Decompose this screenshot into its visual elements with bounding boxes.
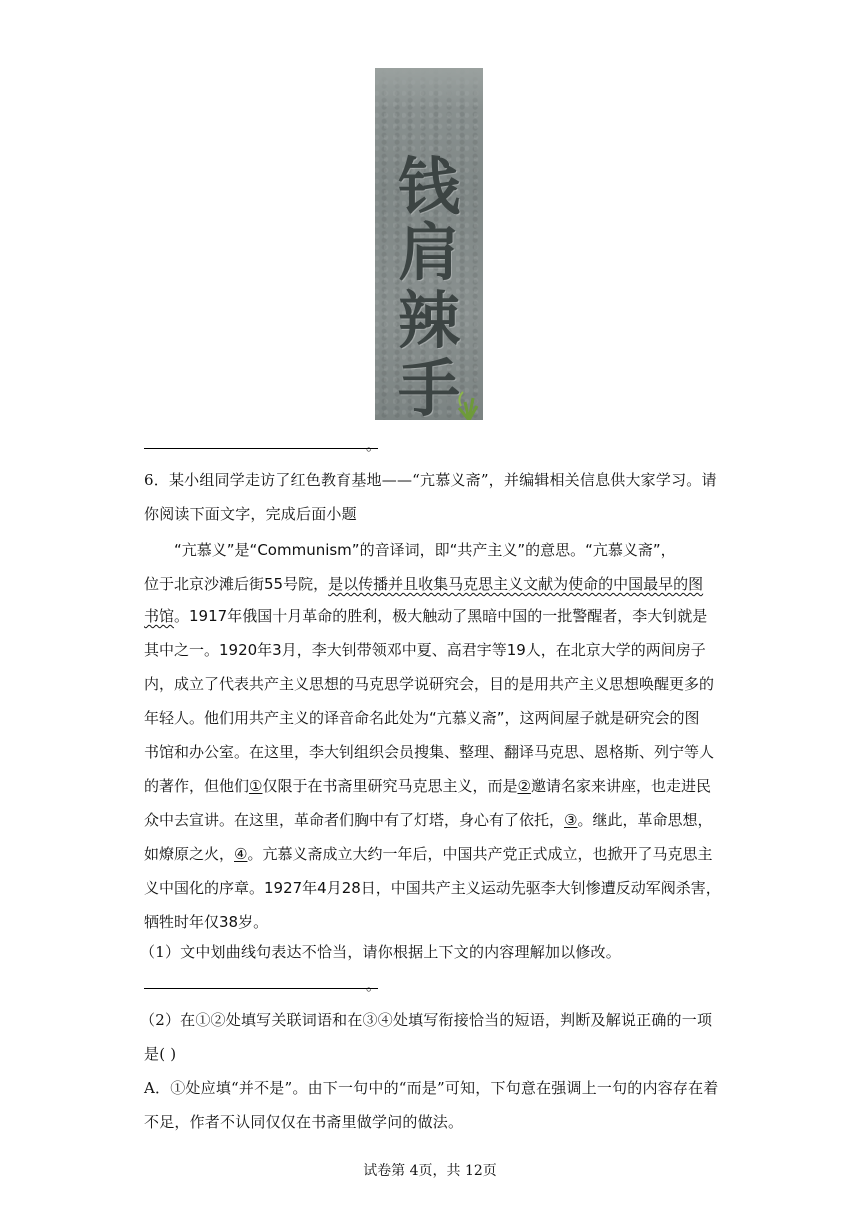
page-footer: 试卷第 4页，共 12页 <box>363 1163 497 1179</box>
blank-marker-2[interactable]: ② <box>517 777 531 795</box>
option-a-line-1: A．①处应填“并不是”。由下一句中的“而是”可知，下句意在强调上一句的内容存在着 <box>144 1079 719 1097</box>
passage-line-10 <box>144 844 716 864</box>
passage-line-3 <box>144 606 716 626</box>
passage-text: 众中去宣讲。在这里，革命者们胸中有了灯塔，身心有了依托， <box>144 811 565 829</box>
passage-text: 如燎原之火， <box>144 845 235 863</box>
passage-text: 仅限于在书斋里研究马克思主义，而是 <box>262 777 518 795</box>
question-6-intro-line-1: 6．某小组同学走访了红色教育基地——“亢慕义斋”，并编辑相关信息供大家学习。请 <box>144 471 717 489</box>
sub-question-1-answer-line[interactable] <box>144 988 378 989</box>
sub-question-1-period: 。 <box>366 976 382 994</box>
passage-text: 。亢慕义斋成立大约一年后，中国共产党正式成立，也掀开了马克思主 <box>247 845 713 863</box>
passage-line-2 <box>144 574 716 594</box>
passage-line-12: 牺牲时年仅38岁。 <box>144 913 269 931</box>
sub-question-1: （1）文中划曲线句表达不恰当，请你根据上下文的内容理解加以修改。 <box>140 943 621 961</box>
passage-line-9 <box>144 810 716 830</box>
passage-line-4: 其中之一。1920年3月，李大钊带领邓中夏、高君宇等19人，在北京大学的两间房子 <box>144 641 706 659</box>
blank-marker-3[interactable]: ③ <box>564 811 578 829</box>
passage-text: 。继此，革命思想， <box>577 811 713 829</box>
passage-text: 。1917年俄国十月革命的胜利，极大触动了黑暗中国的一批警醒者，李大钊就是 <box>174 607 708 625</box>
stone-tablet-image <box>375 68 483 420</box>
passage-line-6: 年轻人。他们用共产主义的译音命名此处为“亢慕义斋”，这两间屋子就是研究会的图 <box>144 709 700 727</box>
passage-line-5: 内，成立了代表共产主义思想的马克思学说研究会，目的是用共产主义思想唤醒更多的 <box>144 675 715 693</box>
wavy-underlined-sentence-end: 书馆 <box>144 607 175 625</box>
blank-marker-4[interactable]: ④ <box>234 845 248 863</box>
passage-line-7: 书馆和办公室。在这里，李大钊组织会员搜集、整理、翻译马克思、恩格斯、列宁等人 <box>144 743 715 761</box>
passage-line-11: 义中国化的序章。1927年4月28日，中国共产主义运动先驱李大钊惨遭反动军阀杀害， <box>144 879 721 897</box>
plant-leaves-icon <box>439 386 479 420</box>
tablet-char-3: 辣 <box>397 284 460 357</box>
tablet-char-2: 肩 <box>397 216 460 289</box>
passage-text: 位于北京沙滩后街55号院， <box>144 575 329 593</box>
sub-question-2-line-1: （2）在①②处填写关联词语和在③④处填写衔接恰当的短语，判断及解说正确的一项 <box>140 1011 713 1029</box>
blank-marker-1[interactable]: ① <box>249 777 263 795</box>
question-6-intro-line-2: 你阅读下面文字，完成后面小题 <box>144 505 357 523</box>
tablet-char-1: 钱 <box>397 150 460 223</box>
tablet-char-4: 手 <box>397 352 460 420</box>
sub-question-2-line-2: 是( ) <box>144 1045 177 1063</box>
passage-line-8 <box>144 776 716 796</box>
passage-text: 的著作，但他们 <box>144 777 250 795</box>
answer-blank-line[interactable] <box>144 448 378 449</box>
wavy-underlined-sentence: 是以传播并且收集马克思主义文献为使命的中国最早的图 <box>328 575 704 593</box>
passage-line-1: “亢慕义”是“Communism”的音译词，即“共产主义”的意思。“亢慕义斋”， <box>174 541 676 559</box>
passage-text: 邀请名家来讲座，也走进民 <box>530 777 711 795</box>
option-a-line-2: 不足，作者不认同仅仅在书斋里做学问的做法。 <box>144 1113 464 1131</box>
answer-period: 。 <box>366 436 382 454</box>
